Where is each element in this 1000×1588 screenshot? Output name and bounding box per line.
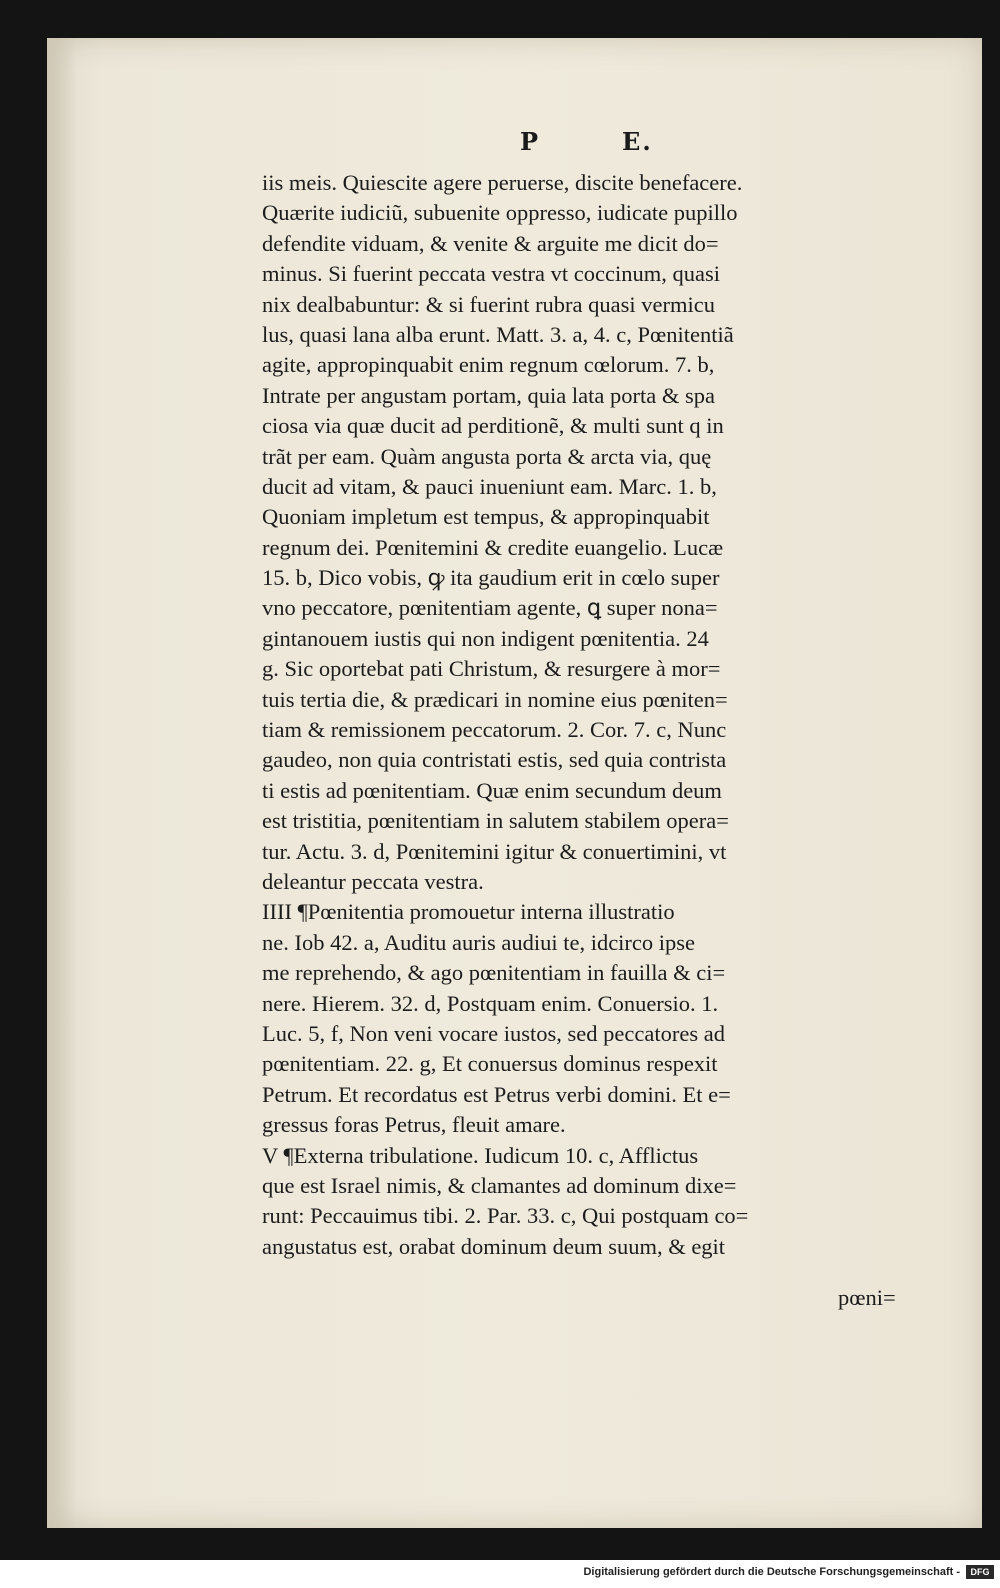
text-line: 15. b, Dico vobis, ꝙ ita gaudium erit in cœlo super bbox=[262, 565, 720, 591]
text-line: ti estis ad pœnitentiam. Quæ enim secundum deum bbox=[262, 777, 722, 803]
catchword: pœni= bbox=[838, 1285, 896, 1310]
text-line: lus, quasi lana alba erunt. Matt. 3. a, 4. c, Pœnitentiã bbox=[262, 321, 734, 347]
text-line: nere. Hierem. 32. d, Postquam enim. Conuersio. 1. bbox=[262, 990, 719, 1016]
text-line: Quoniam impletum est tempus, & appropinquabit bbox=[262, 504, 710, 530]
text-line: Luc. 5, f, Non veni vocare iustos, sed peccatores ad bbox=[262, 1020, 725, 1046]
footer-credit: Digitalisierung gefördert durch die Deutsche Forschungsgemeinschaft - bbox=[583, 1566, 960, 1578]
text-line: angustatus est, orabat dominum deum suum, & egit bbox=[262, 1233, 726, 1259]
text-line: Quærite iudiciũ, subuenite oppresso, iudicate pupillo bbox=[262, 200, 738, 226]
body-text bbox=[262, 168, 912, 1262]
text-line: gressus foras Petrus, fleuit amare. bbox=[262, 1112, 566, 1138]
text-line: V ¶Externa tribulatione. Iudicum 10. c, Afflictus bbox=[262, 1142, 699, 1168]
text-line: nix dealbabuntur: & si fuerint rubra quasi vermicu bbox=[262, 291, 715, 317]
text-line: tiam & remissionem peccatorum. 2. Cor. 7. c, Nunc bbox=[262, 717, 727, 743]
footer-bar bbox=[0, 1560, 1000, 1588]
text-line: deleantur peccata vestra. bbox=[262, 868, 484, 894]
text-line: defendite viduam, & venite & arguite me dicit do= bbox=[262, 230, 719, 256]
text-line: tuis tertia die, & prædicari in nomine eius pœniten= bbox=[262, 686, 728, 712]
text-line: gintanouem iustis qui non indigent pœnitentia. 24 bbox=[262, 625, 709, 651]
text-line: iis meis. Quiescite agere peruerse, discite benefacere. bbox=[262, 170, 743, 195]
text-line: vno peccatore, pœnitentiam agente, ꝗ super nona= bbox=[262, 595, 718, 621]
text-line: gaudeo, non quia contristati estis, sed quia contrista bbox=[262, 747, 727, 773]
text-line: minus. Si fuerint peccata vestra vt coccinum, quasi bbox=[262, 261, 720, 287]
text-line: que est Israel nimis, & clamantes ad dominum dixe= bbox=[262, 1172, 737, 1198]
text-line: runt: Peccauimus tibi. 2. Par. 33. c, Qui postquam co= bbox=[262, 1203, 749, 1229]
running-head-right: E. bbox=[622, 127, 653, 156]
text-line: g. Sic oportebat pati Christum, & resurgere à mor= bbox=[262, 656, 721, 682]
text-line: est tristitia, pœnitentiam in salutem stabilem opera= bbox=[262, 808, 729, 834]
text-line: agite, appropinquabit enim regnum cœlorum. 7. b, bbox=[262, 352, 715, 378]
text-line: regnum dei. Pœnitemini & credite euangelio. Lucæ bbox=[262, 534, 724, 560]
text-line: trãt per eam. Quàm angusta porta & arcta via, quę bbox=[262, 443, 712, 469]
text-line: ciosa via quæ ducit ad perditionẽ, & multi sunt q in bbox=[262, 413, 724, 439]
text-line: me reprehendo, & ago pœnitentiam in fauilla & ci= bbox=[262, 960, 726, 986]
running-head bbox=[520, 127, 653, 156]
text-line: ne. Iob 42. a, Auditu auris audiui te, idcirco ipse bbox=[262, 929, 696, 955]
text-line: Petrum. Et recordatus est Petrus verbi domini. Et e= bbox=[262, 1081, 731, 1107]
dfg-logo: DFG bbox=[966, 1565, 994, 1579]
text-line: pœnitentiam. 22. g, Et conuersus dominus respexit bbox=[262, 1051, 718, 1077]
text-line: IIII ¶Pœnitentia promouetur interna illustratio bbox=[262, 899, 675, 925]
text-line: tur. Actu. 3. d, Pœnitemini igitur & conuertimini, vt bbox=[262, 838, 727, 864]
running-head-left: P bbox=[520, 127, 541, 156]
page-gutter bbox=[47, 38, 77, 1528]
text-line: ducit ad vitam, & pauci inueniunt eam. Marc. 1. b, bbox=[262, 473, 717, 499]
text-line: Intrate per angustam portam, quia lata porta & spa bbox=[262, 382, 715, 408]
